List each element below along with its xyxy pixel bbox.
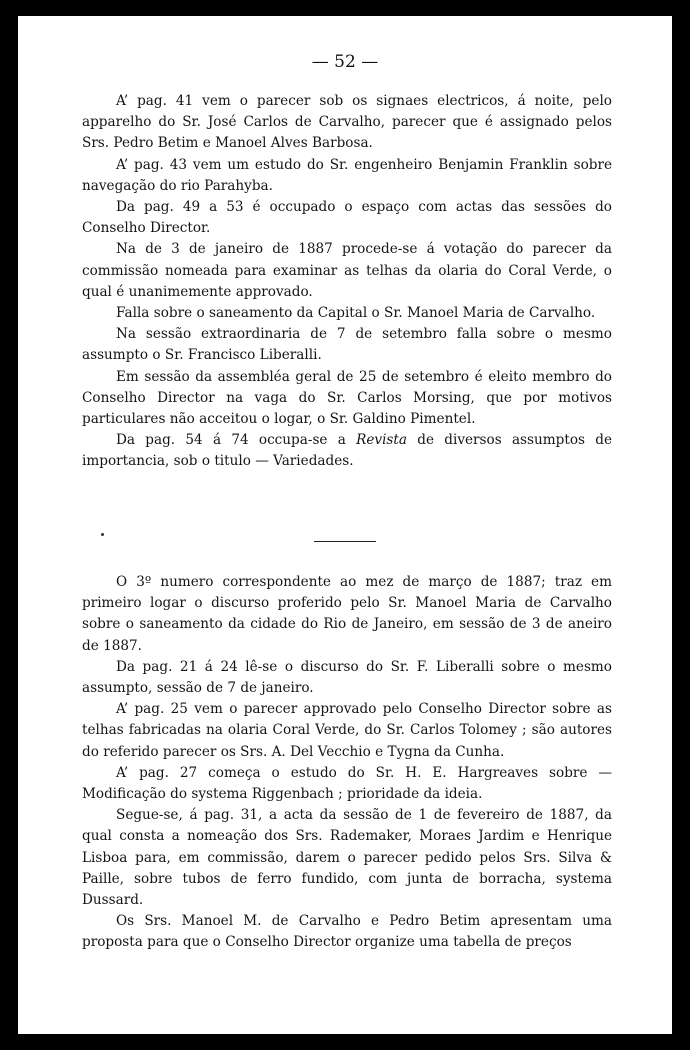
section-1-text <box>82 91 612 473</box>
book-page <box>18 16 672 1034</box>
paragraph: Os Srs. Manoel M. de Carvalho e Pedro Betim apresentam uma proposta para que o Conselho Director organize uma tabella de preços <box>82 913 612 951</box>
paragraph: Falla sobre o saneamento da Capital o Sr. Manoel Maria de Carvalho. <box>116 305 596 322</box>
print-speck <box>101 533 104 536</box>
section-divider <box>314 541 376 542</box>
paragraph: A’ pag. 27 começa o estudo do Sr. H. E. Hargreaves sobre — Modificação do systema Riggenbach ; prioridade da ideia. <box>82 764 612 803</box>
paragraph: Na de 3 de janeiro de 1887 procede-se á votação do parecer da commissão nomeada para examinar as telhas da olaria do Coral Verde, o qual é unanimemente approvado. <box>82 241 612 300</box>
section-2-text <box>82 572 612 954</box>
paragraph: Da pag. 21 á 24 lê-se o discurso do Sr. F. Liberalli sobre o mesmo assumpto, sessão de 7 de janeiro. <box>82 658 612 697</box>
paragraph: Da pag. 49 a 53 é occupado o espaço com actas das sessões do Conselho Director. <box>82 199 612 237</box>
paragraph: Em sessão da assembléa geral de 25 de setembro é eleito membro do Conselho Director na vaga do Sr. Carlos Morsing, que por motivos particulares não acceitou o logar, o Sr. Galdino Pimentel. <box>82 368 612 428</box>
paragraph: A’ pag. 43 vem um estudo do Sr. engenheiro Benjamin Franklin sobre navegação do rio Parahyba. <box>82 156 612 194</box>
paragraph-revista-after: de diversos assumptos de importancia, sob o titulo — Variedades. <box>82 432 612 470</box>
paragraph: Na sessão extraordinaria de 7 de setembro falla sobre o mesmo assumpto o Sr. Francisco Liberalli. <box>82 326 612 364</box>
paragraph-revista <box>82 430 612 472</box>
page-number: — 52 — <box>311 52 379 72</box>
paragraph: A’ pag. 25 vem o parecer approvado pelo Conselho Director sobre as telhas fabricadas na olaria Coral Verde, do Sr. Carlos Tolomey ; são autores do referido parecer os Srs. A. Del Vecchio e Tygna da Cunha. <box>82 701 612 760</box>
revista-italic: Revista <box>356 432 407 449</box>
paragraph: A’ pag. 41 vem o parecer sob os signaes electricos, á noite, pelo apparelho do Sr. José Carlos de Carvalho, parecer que é assignado pelos Srs. Pedro Betim e Manoel Alves Barbosa. <box>82 93 612 152</box>
paragraph: O 3º numero correspondente ao mez de março de 1887; traz em primeiro logar o discurso proferido pelo Sr. Manoel Maria de Carvalho sobre o saneamento da cidade do Rio de Janeiro, em sessão de 3 de aneiro de 1887. <box>82 574 612 654</box>
paragraph-revista-before: Da pag. 54 á 74 occupa-se a <box>116 432 357 449</box>
paragraph: Segue-se, á pag. 31, a acta da sessão de 1 de fevereiro de 1887, da qual consta a nomeação dos Srs. Rademaker, Moraes Jardim e Henrique Lisboa para, em commissão, darem o parecer pedido pelos Srs. Silva & Paille, sobre tubos de ferro fundido, com junta de borracha, systema Dussard. <box>82 807 612 909</box>
